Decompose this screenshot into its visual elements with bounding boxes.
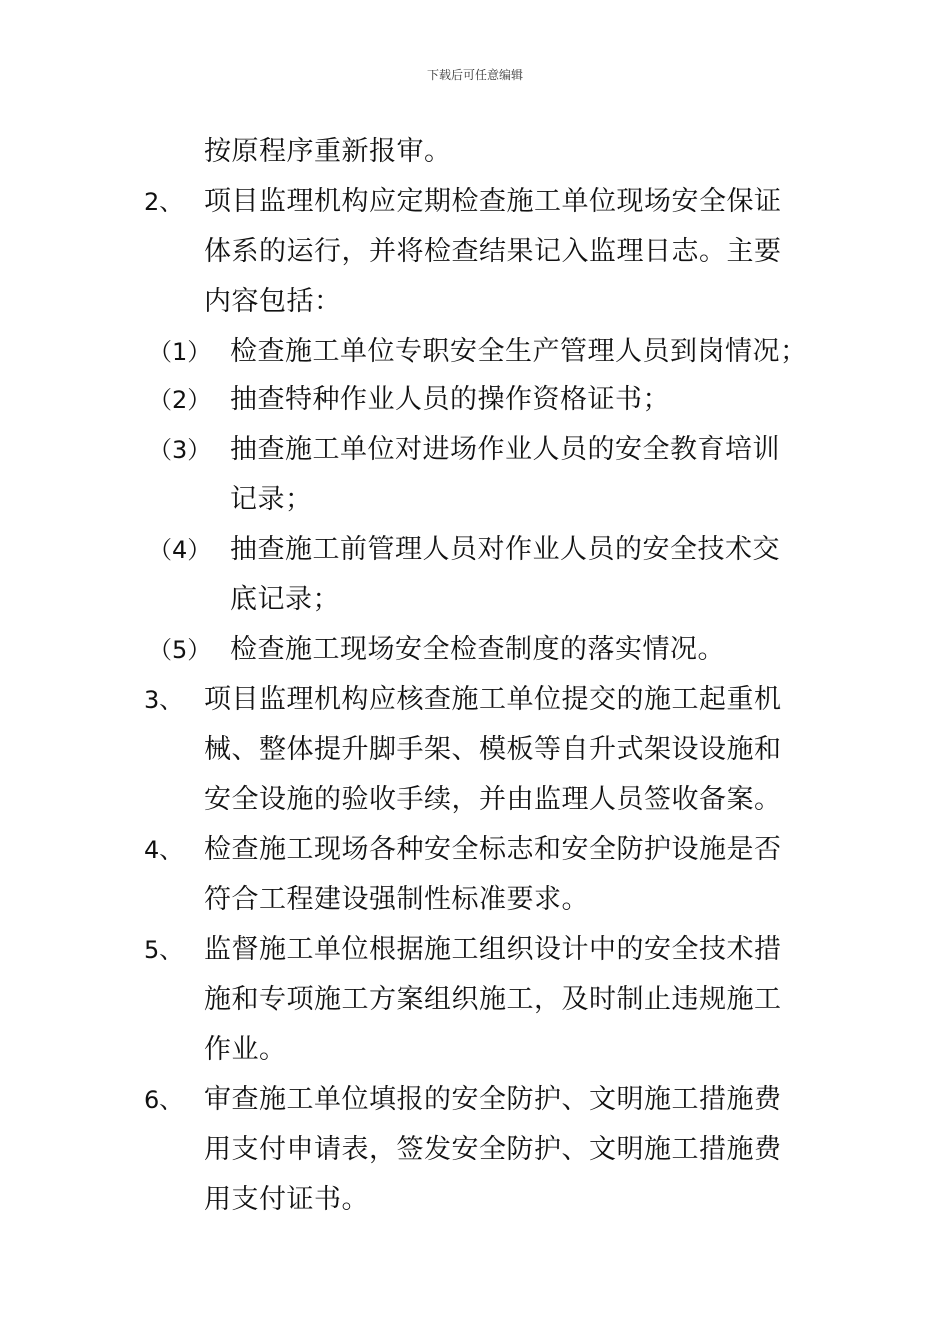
text-line: 检查施工单位专职安全生产管理人员到岗情况； <box>230 336 808 367</box>
text-line: 抽查施工前管理人员对作业人员的安全技术交 <box>230 534 780 565</box>
item-number: （4） <box>148 536 212 564</box>
text-line: 作业。 <box>204 1034 287 1065</box>
item-number: （3） <box>148 436 212 464</box>
item-number: （1） <box>148 338 212 366</box>
text-line: 体系的运行，并将检查结果记入监理日志。主要 <box>204 236 782 267</box>
text-line: 检查施工现场各种安全标志和安全防护设施是否 <box>204 834 782 865</box>
text-line: 用支付申请表，签发安全防护、文明施工措施费 <box>204 1134 782 1165</box>
text-line: 内容包括： <box>204 286 342 317</box>
text-line: 底记录； <box>230 584 340 615</box>
text-line: 械、整体提升脚手架、模板等自升式架设设施和 <box>204 734 782 765</box>
item-number: 5、 <box>144 936 184 964</box>
page-header: 下载后可任意编辑 <box>426 68 523 82</box>
text-line: 抽查施工单位对进场作业人员的安全教育培训 <box>230 434 780 465</box>
text-line: 项目监理机构应定期检查施工单位现场安全保证 <box>204 186 782 217</box>
text-line: 符合工程建设强制性标准要求。 <box>204 884 589 915</box>
item-number: 6、 <box>144 1086 184 1114</box>
item-number: 2、 <box>144 188 184 216</box>
item-number: （2） <box>148 386 212 414</box>
text-line: 安全设施的验收手续，并由监理人员签收备案。 <box>204 784 782 815</box>
item-number: （5） <box>148 636 212 664</box>
text-line: 记录； <box>230 484 313 515</box>
item-number: 3、 <box>144 686 184 714</box>
item-number: 4、 <box>144 836 184 864</box>
text-line: 监督施工单位根据施工组织设计中的安全技术措 <box>204 934 782 965</box>
text-line: 检查施工现场安全检查制度的落实情况。 <box>230 634 725 665</box>
text-line: 施和专项施工方案组织施工，及时制止违规施工 <box>204 984 782 1015</box>
text-line: 抽查特种作业人员的操作资格证书； <box>230 384 670 415</box>
text-line: 审查施工单位填报的安全防护、文明施工措施费 <box>204 1084 782 1115</box>
text-line: 按原程序重新报审。 <box>204 136 452 167</box>
text-line: 项目监理机构应核查施工单位提交的施工起重机 <box>204 684 782 715</box>
text-line: 用支付证书。 <box>204 1184 369 1215</box>
